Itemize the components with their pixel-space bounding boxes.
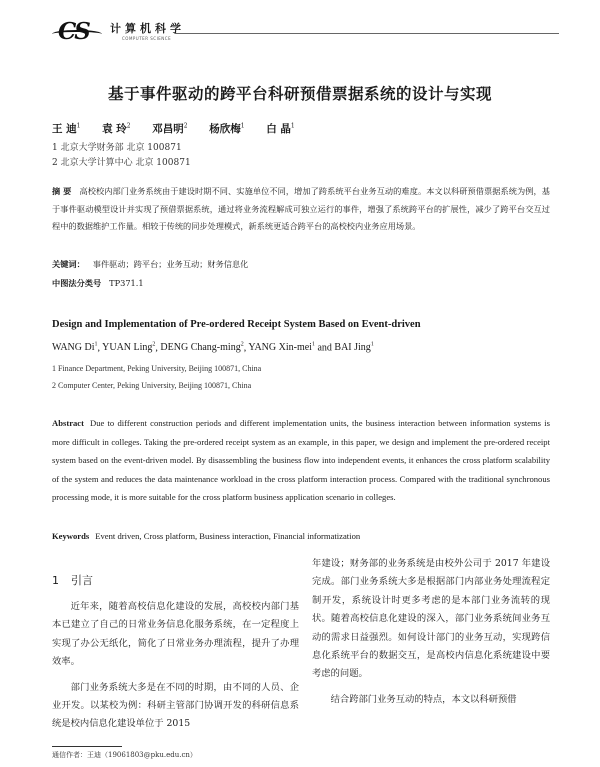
keywords-cn-label: 关键词： [52, 259, 85, 269]
body-paragraph: 年建设；财务部的业务系统是由校外公司于 2017 年建设完成。部门业务系统大多是根据部门内部业务处理流程定制开发，系统设计时更多考虑的是本部门业务流转的现状。随着高校信息化建设的深入，部门业务系统间业务互动的需求日益强烈。如何设计部门的业务互动，实现跨信息化系统平台的数据交互，是高校内信息化系统建设中要考虑的问题。 [312, 558, 550, 680]
footnote-rule [52, 746, 122, 747]
affiliation-en-1: 1 Finance Department, Peking University, Beijing 100871, China [52, 364, 262, 373]
affiliation-cn-1: 1 北京大学财务部 北京 100871 [52, 143, 182, 153]
header-rule [175, 33, 559, 34]
journal-name-cn: 计算机科学 [110, 22, 185, 35]
keywords-en-label: Keywords [52, 531, 90, 541]
author-list-en: WANG Di$^1$, YUAN Ling$^2$, DENG Chang-ming$^2$, YANG Xin-mei$^1$ and BAI Jing$^1$ [52, 342, 374, 354]
clc-label: 中图法分类号 [52, 278, 102, 288]
footnote: 通信作者：王迪（19061803@pku.edu.cn） [52, 751, 197, 759]
section-heading [52, 572, 299, 588]
abstract-en [52, 414, 550, 507]
abstract-en-label: Abstract [52, 418, 84, 428]
author-cn: 白 晶$^1$ [266, 122, 295, 135]
author-cn: 邓昌明$^2$ [152, 122, 188, 135]
abstract-en-text: Due to different construction periods and different implementation units, the business interaction between information systems is more difficult in colleges. Taking the pre-ordered receipt system as an example, in this paper, we design and implement the pre-ordered receipt system based on the event-driven model. By disassembling the business flow into independent events, it enhances the cross platform scalability of the system and reduces the data maintenance workload in the cross platform interaction process. Compared with the traditional synchronous processing mode, it is more suitable for the cross platform business application scenario in colleges. [52, 418, 550, 503]
affiliation-cn-2: 2 北京大学计算中心 北京 100871 [52, 158, 191, 168]
keywords-en-text: Event driven, Cross platform, Business interaction, Financial informatization [95, 531, 361, 541]
abstract-cn-text: 高校校内部门业务系统由于建设时期不同、实施单位不同，增加了跨系统平台业务互动的难度。本文以科研预借票据系统为例，基于事件驱动模型设计并实现了预借票据系统，通过将业务流程解成可独立运行的事件，增强了系统跨平台的扩展性，减少了跨平台交互过程中的数据维护工作量。相较于传统的同步处理模式，新系统更适合跨平台的高校校内业务应用场景。 [52, 186, 550, 231]
body-column-right [312, 555, 550, 709]
body-paragraph: 部门业务系统大多是在不同的时期，由不同的人员、企业开发。以某校为例：科研主管部门协调开发的科研信息系统是校内信息化建设单位于 2015 [52, 681, 299, 730]
body-paragraph: 近年来，随着高校信息化建设的发展，高校校内部门基本已建立了自己的日常业务信息化服务系统，在一定程度上实现了办公无纸化，简化了日常业务办理流程，提升了办理效率。 [52, 601, 299, 668]
keywords-cn [52, 259, 248, 270]
keywords-cn-text: 事件驱动；跨平台；业务互动；财务信息化 [92, 259, 249, 269]
author-en: YUAN Ling$^2$ [102, 342, 156, 354]
author-en: BAI Jing$^1$ [334, 342, 374, 354]
journal-name-en: COMPUTER SCIENCE [122, 36, 172, 41]
body-paragraph: 结合跨部门业务互动的特点，本文以科研预借 [330, 693, 517, 705]
abstract-cn-label: 摘 要 [52, 186, 72, 196]
section-title: 引言 [71, 574, 93, 587]
author-cn: 袁 玲$^2$ [102, 122, 131, 135]
keywords-en [52, 531, 360, 541]
author-en: WANG Di$^1$ [52, 342, 98, 354]
clc-value: TP371.1 [109, 278, 144, 288]
logo-swoosh [52, 30, 102, 38]
body-column-left [52, 555, 299, 734]
journal-logo [52, 16, 202, 46]
author-cn: 杨欣梅$^1$ [209, 122, 245, 135]
journal-logo-mark: CS [58, 18, 89, 45]
author-cn: 王 迪$^1$ [52, 122, 81, 135]
author-en: DENG Chang-ming$^2$ [160, 342, 244, 354]
clc-number [52, 278, 144, 289]
section-number: 1 [52, 574, 59, 587]
author-list-cn [52, 121, 313, 136]
paper-title-cn: 基于事件驱动的跨平台科研预借票据系统的设计与实现 [107, 85, 492, 103]
affiliation-en-2: 2 Computer Center, Peking University, Beijing 100871, China [52, 381, 252, 390]
author-en: YANG Xin-mei$^1$ [248, 342, 315, 354]
abstract-cn [52, 183, 550, 236]
paper-title-en: Design and Implementation of Pre-ordered Receipt System Based on Event-driven [52, 319, 421, 330]
